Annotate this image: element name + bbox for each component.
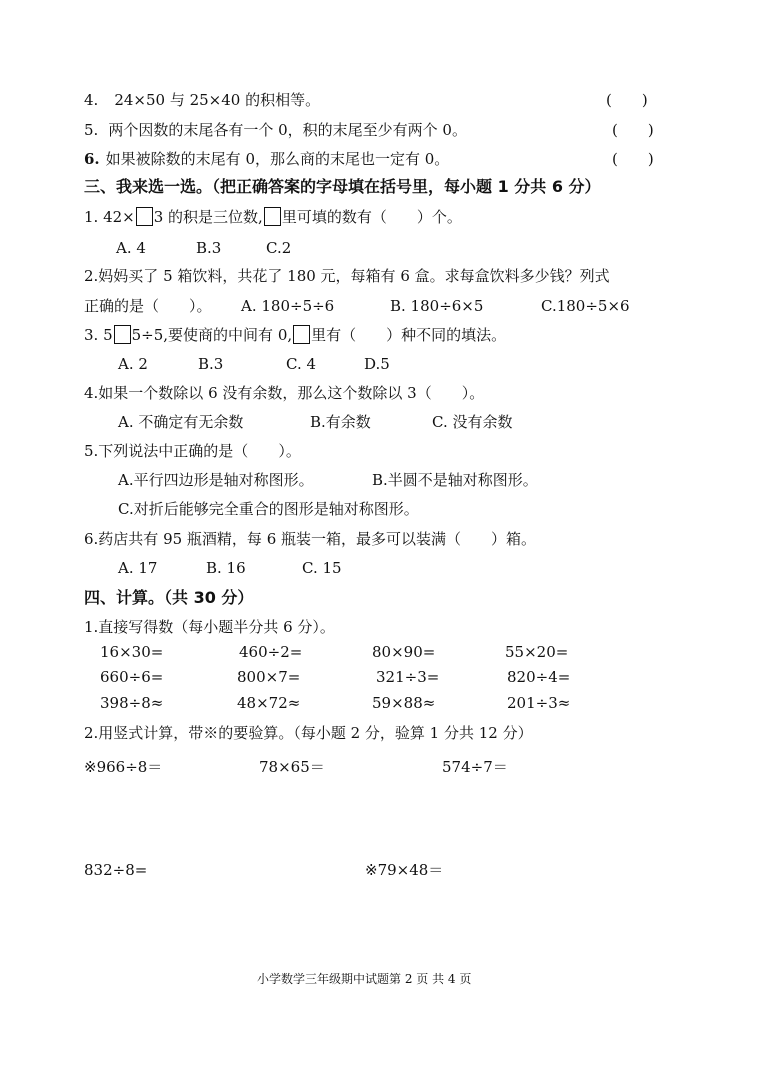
judgement-item-4 (84, 90, 320, 110)
item-text: 如果被除数的末尾有 0，那么商的末尾也一定有 0。 (105, 150, 450, 168)
blank-box[interactable] (264, 207, 281, 226)
question-3-2-line2: 正确的是（ ）。 (84, 297, 212, 315)
answer-blank[interactable]: ( ) (606, 91, 648, 109)
option[interactable]: C.对折后能够完全重合的图形是轴对称图形。 (118, 500, 419, 518)
option[interactable]: B. 180÷6×5 (390, 297, 484, 315)
option[interactable]: C.2 (266, 239, 292, 257)
vertical-calc-item[interactable]: ※966÷8＝ (84, 758, 163, 776)
option[interactable]: C. 4 (286, 355, 317, 373)
calc-item[interactable]: 59×88≈ (372, 694, 436, 712)
option[interactable]: C.180÷5×6 (541, 297, 630, 315)
item-text: 24×50 与 25×40 的积相等。 (114, 91, 321, 109)
subsection-1-title: 1.直接写得数（每小题半分共 6 分）。 (84, 618, 335, 636)
question-3-5: 5.下列说法中正确的是（ ）。 (84, 442, 301, 460)
option[interactable]: A. 180÷5÷6 (241, 297, 335, 315)
calc-item[interactable]: 48×72≈ (237, 694, 301, 712)
option[interactable]: B.有余数 (310, 413, 371, 431)
item-number: 6. (84, 150, 100, 168)
option[interactable]: B.3 (198, 355, 224, 373)
vertical-calc-item[interactable]: ※79×48＝ (365, 861, 444, 879)
blank-box[interactable] (136, 207, 153, 226)
option[interactable]: A. 17 (118, 559, 158, 577)
option[interactable]: C. 15 (302, 559, 342, 577)
calc-item[interactable]: 321÷3= (376, 668, 440, 686)
option[interactable]: A. 4 (116, 239, 146, 257)
item-text: 两个因数的末尾各有一个 0，积的末尾至少有两个 0。 (108, 121, 467, 139)
section-3-title: 三、我来选一选。（把正确答案的字母填在括号里，每小题 1 分共 6 分） (84, 177, 601, 196)
option[interactable]: B.半圆不是轴对称图形。 (372, 471, 538, 489)
vertical-calc-item[interactable]: 78×65＝ (259, 758, 325, 776)
vertical-calc-item[interactable]: 574÷7＝ (442, 758, 508, 776)
calc-item[interactable]: 660÷6= (100, 668, 164, 686)
page-footer: 小学数学三年级期中试题第 2 页 共 4 页 (257, 972, 472, 986)
section-4-title: 四、计算。（共 30 分） (84, 588, 254, 607)
option[interactable]: C. 没有余数 (432, 413, 513, 431)
option[interactable]: A. 2 (118, 355, 148, 373)
judgement-item-6 (84, 149, 449, 169)
item-number: 4. (84, 91, 99, 109)
question-text: 1. 42× (84, 208, 135, 226)
question-3-4: 4.如果一个数除以 6 没有余数，那么这个数除以 3（ ）。 (84, 384, 485, 402)
judgement-item-5 (84, 120, 467, 140)
blank-box[interactable] (114, 325, 131, 344)
question-text: 3. 5 (84, 326, 113, 344)
answer-blank[interactable]: ( ) (612, 150, 654, 168)
subsection-2-title: 2.用竖式计算，带※的要验算。（每小题 2 分，验算 1 分共 12 分） (84, 724, 533, 742)
question-3-6: 6.药店共有 95 瓶酒精，每 6 瓶装一箱，最多可以装满（ ）箱。 (84, 530, 537, 548)
vertical-calc-item[interactable]: 832÷8= (84, 861, 148, 879)
answer-blank[interactable]: ( ) (612, 121, 654, 139)
blank-box[interactable] (293, 325, 310, 344)
option[interactable]: D.5 (364, 355, 390, 373)
calc-item[interactable]: 80×90= (372, 643, 436, 661)
calc-item[interactable]: 800×7= (237, 668, 301, 686)
question-text: 里可填的数有（ ）个。 (281, 208, 462, 226)
calc-item[interactable]: 398÷8≈ (100, 694, 164, 712)
calc-item[interactable]: 55×20= (505, 643, 569, 661)
question-3-2-line1: 2.妈妈买了 5 箱饮料，共花了 180 元，每箱有 6 盒。求每盒饮料多少钱？列式 (84, 267, 610, 285)
calc-item[interactable]: 16×30= (100, 643, 164, 661)
question-3-1 (84, 207, 462, 227)
calc-item[interactable]: 201÷3≈ (507, 694, 571, 712)
option[interactable]: A. 不确定有无余数 (118, 413, 244, 431)
option[interactable]: B. 16 (206, 559, 246, 577)
question-text: 3 的积是三位数, (153, 208, 263, 226)
calc-item[interactable]: 820÷4= (507, 668, 571, 686)
question-text: 里有（ ）种不同的填法。 (311, 326, 507, 344)
question-3-3 (84, 325, 506, 345)
option[interactable]: A.平行四边形是轴对称图形。 (118, 471, 314, 489)
question-text: 5÷5,要使商的中间有 0, (131, 326, 293, 344)
item-number: 5. (84, 121, 99, 139)
option[interactable]: B.3 (196, 239, 222, 257)
calc-item[interactable]: 460÷2= (239, 643, 303, 661)
